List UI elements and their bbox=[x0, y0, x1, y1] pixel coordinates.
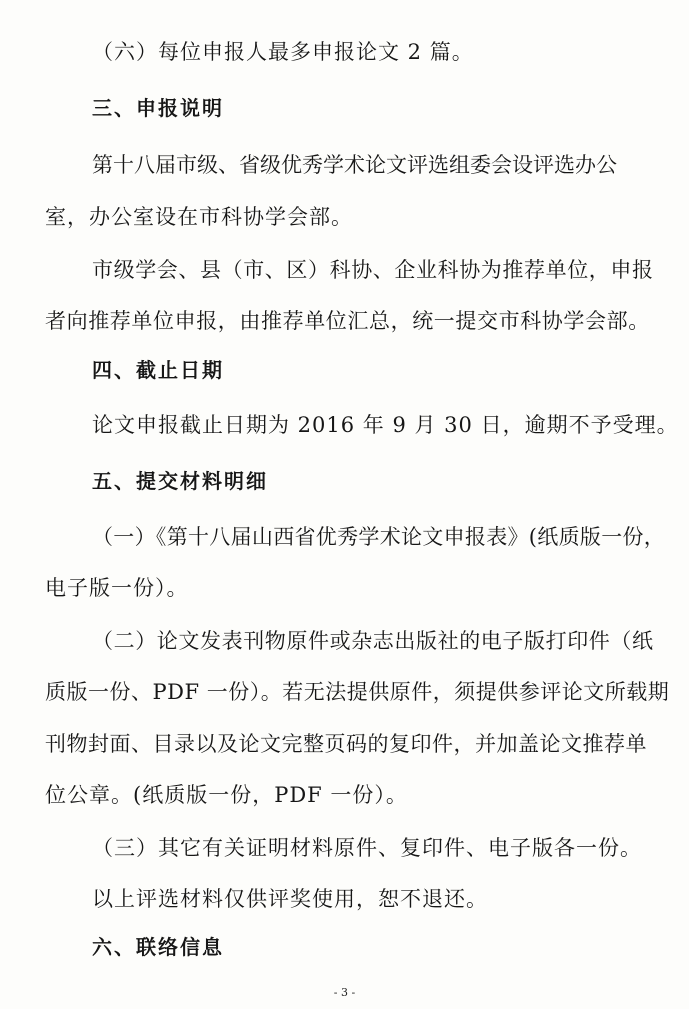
material-2-line-4: 位公章。(纸质版一份，PDF 一份）。 bbox=[45, 783, 408, 807]
material-3-line: （三）其它有关证明材料原件、复印件、电子版各一份。 bbox=[92, 836, 642, 860]
material-2-line-1: （二）论文发表刊物原件或杂志出版社的电子版打印件（纸 bbox=[92, 629, 654, 653]
material-2-line-2: 质版一份、PDF 一份）。若无法提供原件，须提供参评论文所载期 bbox=[45, 680, 670, 704]
material-2-line-3: 刊物封面、目录以及论文完整页码的复印件，并加盖论文推荐单 bbox=[45, 732, 647, 756]
item-6-line: （六）每位申报人最多申报论文 2 篇。 bbox=[92, 40, 474, 64]
section-6-heading: 六、联络信息 bbox=[92, 935, 224, 959]
para-1-line-1: 第十八届市级、省级优秀学术论文评选组委会设评选办公 bbox=[92, 153, 617, 177]
section-3-heading: 三、申报说明 bbox=[92, 96, 224, 120]
deadline-line: 论文申报截止日期为 2016 年 9 月 30 日，逾期不予受理。 bbox=[92, 413, 679, 437]
para-1-line-2: 室，办公室设在市科协学会部。 bbox=[45, 205, 353, 229]
material-1-line-1: （一）《第十八届山西省优秀学术论文申报表》(纸质版一份， bbox=[92, 525, 666, 549]
para-2-line-1: 市级学会、县（市、区）科协、企业科协为推荐单位，申报 bbox=[92, 258, 654, 282]
para-2-line-2: 者向推荐单位申报，由推荐单位汇总，统一提交市科协学会部。 bbox=[45, 309, 650, 333]
material-1-line-2: 电子版一份）。 bbox=[45, 576, 189, 600]
section-4-heading: 四、截止日期 bbox=[92, 358, 224, 382]
page-number: - 3 - bbox=[333, 986, 356, 999]
section-5-heading: 五、提交材料明细 bbox=[92, 469, 268, 493]
closing-line: 以上评选材料仅供评奖使用，恕不退还。 bbox=[92, 887, 488, 911]
